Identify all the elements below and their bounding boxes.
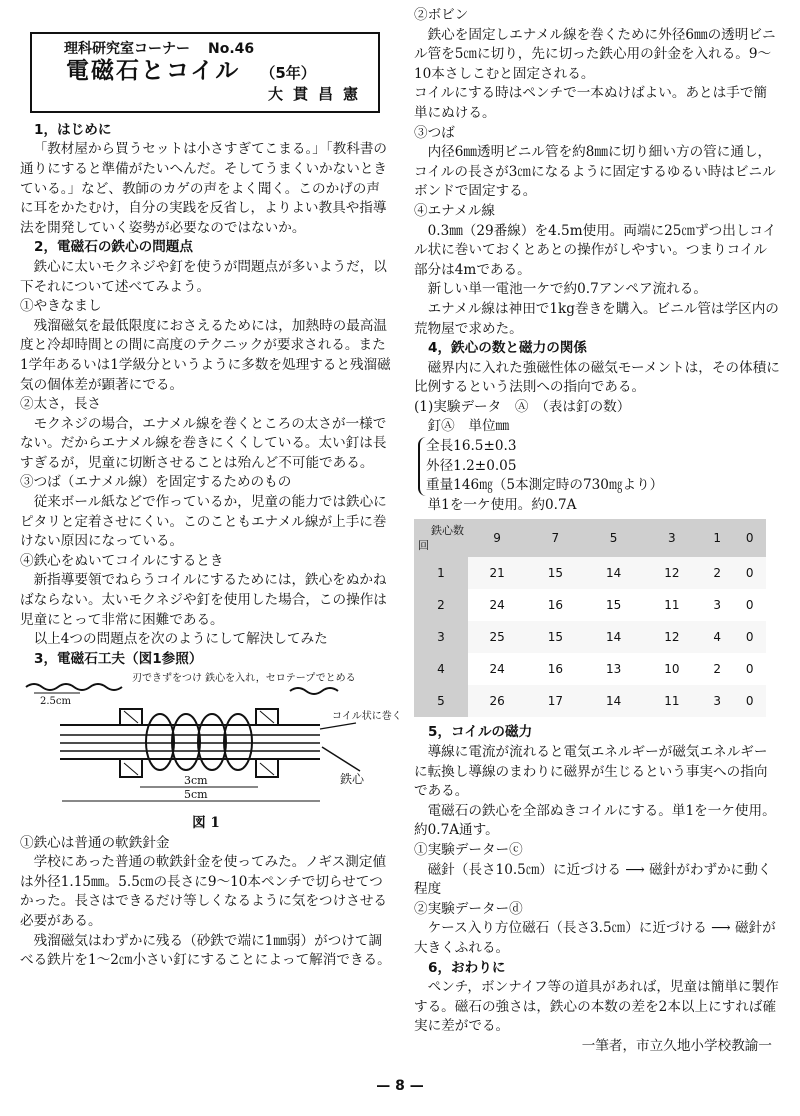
- core-arrow: [322, 747, 360, 771]
- row-label: 4: [414, 653, 468, 685]
- table-row: [414, 621, 766, 653]
- col-header: 5: [585, 519, 643, 557]
- table-cell: 4: [701, 621, 733, 653]
- nail-unit-label: 釘Ⓐ 単位㎜: [427, 418, 510, 435]
- item-annealing-text: 残溜磁気を最低限度におさえるためには，加熱時の最高温度と冷却時間との間に高度のテクニックが要求される。また1学年あるいは1学級分というように多数を処理すると残溜磁気の個体差が顕著にでる。: [20, 317, 391, 393]
- col-header: 0: [733, 519, 766, 557]
- table-cell: 0: [733, 621, 766, 653]
- core-wire-title: ①鉄心は普通の軟鉄針金: [20, 834, 170, 851]
- electromagnet-diagram: [20, 671, 402, 811]
- item-size-text: モクネジの場合，エナメル線を巻くところの太さが一様でない。だからエナメル線を巻きにくくしている。太い釘は長すぎるが，児童に切断させることは殆んど不可能である。: [20, 415, 387, 471]
- figure-caption: 図 1: [192, 815, 220, 831]
- fig-note-coil: コイル状に巻く: [332, 711, 402, 723]
- col-header: 7: [526, 519, 584, 557]
- bobbin-text: 鉄心を固定しエナメル線を巻くために外径6㎜の透明ビニル管を5㎝に切り，先に切った鉄心用の針金を入れる。9〜10本さしこむと固定される。: [414, 26, 776, 82]
- article-title: [66, 57, 368, 84]
- section-6-title: 6，おわりに: [428, 959, 506, 976]
- data-a-label: (1)実験データ Ⓐ （表は釘の数）: [414, 398, 631, 415]
- table-cell: 14: [585, 685, 643, 717]
- flange-title: ③つば: [414, 124, 455, 141]
- table-cell: 2: [713, 661, 722, 676]
- table-row: [414, 557, 766, 589]
- right-column: [414, 6, 780, 1057]
- item-annealing-title: ①やきなまし: [20, 298, 102, 315]
- enamel-wire-title: ④エナメル線: [414, 202, 496, 219]
- section-5-text-2: 電磁石の鉄心を全部ぬきコイルにする。単1を一ケ使用。約0.7A通す。: [414, 802, 776, 839]
- table-cell: 0: [745, 597, 754, 612]
- fig-note-core: 鉄心: [340, 772, 365, 787]
- table-cell: 0: [733, 557, 766, 589]
- col-header: 9: [468, 519, 526, 557]
- table-row: [414, 589, 766, 621]
- bobbin-title: ②ボビン: [414, 7, 469, 23]
- nail-specs: [418, 437, 780, 496]
- table-cell: 15: [526, 557, 584, 589]
- table-cell: 3: [713, 597, 722, 612]
- table-cell: 16: [547, 661, 564, 676]
- table-cell: 15: [605, 597, 622, 612]
- table-cell: 12: [643, 557, 701, 589]
- coil-arrow: [320, 723, 356, 729]
- item-remove-core-text: 新指導要領でねらうコイルにするためには，鉄心をぬかねばならない。太いモクネジや釘を使用した場合，この操作は児童にとって非常に困難である。: [20, 572, 387, 628]
- table-cell: 12: [643, 621, 701, 653]
- enamel-wire-text: 0.3㎜（29番線）を4.5m使用。両端に25㎝ずつ出しコイル状に巻いておくとあとの操作がしやすい。つまりコイル部分は4mである。: [414, 222, 777, 278]
- section-4-title: 4，鉄心の数と磁力の関係: [428, 340, 587, 357]
- table-cell: 3: [701, 685, 733, 717]
- figure-1: [20, 671, 402, 833]
- table-cell: 11: [664, 597, 680, 612]
- table-cell: 0: [745, 661, 754, 676]
- left-column: [20, 30, 402, 971]
- coil-loop-4: [224, 714, 252, 770]
- table-row: [414, 685, 766, 717]
- spec-length: 全長16.5±0.3: [426, 438, 517, 455]
- coil-loop-3: [198, 714, 226, 770]
- section-1-text: 「教材屋から買うセットは小さすぎてこまる。」「教科書の通りにすると準備がたいへんだ。そしてうまくいかないときている。」など、教師のカゲの声をよく聞く。このかげの声に耳をかたむけ，自分の実践を反省し，よりよい教具や指導法を開発していく姿勢が必要なのではないか。: [20, 141, 388, 236]
- core-wire-text-2: 残溜磁気はわずかに残る（砂鉄で端に1㎜弱）がつけて調べる鉄片を1〜2㎝小さい釘にすることによって解消できる。: [20, 932, 391, 969]
- table-row: [414, 653, 766, 685]
- author-name: 大貫昌憲: [267, 85, 368, 104]
- table-cell: 21: [468, 557, 526, 589]
- row-label: 1: [414, 557, 468, 589]
- table-cell: 25: [468, 621, 526, 653]
- fig-dim-5cm: 5cm: [184, 788, 208, 802]
- series-label: 理科研究室コーナー: [64, 41, 190, 57]
- col-header: 3: [643, 519, 701, 557]
- col-header: 1: [701, 519, 733, 557]
- battery-note: 単1を一ケ使用。約0.7A: [427, 496, 577, 513]
- section-2-conclusion: 以上4つの問題点を次のようにして解決してみた: [33, 631, 328, 648]
- section-3-title: 3，電磁石工夫（図1参照）: [34, 650, 203, 667]
- section-5-title: 5，コイルの磁力: [428, 724, 533, 741]
- section-4-text: 磁界内に入れた強磁性体の磁気モーメントは，その体積に比例するという法則への指向である。: [414, 359, 780, 396]
- section-1-title: 1，はじめに: [34, 121, 112, 138]
- table-cell: 14: [585, 557, 643, 589]
- enamel-wire-current: 新しい単一電池一ケで約0.7アンペア流れる。: [427, 281, 707, 298]
- flange-right-bottom: [256, 759, 278, 777]
- section-6-text: ペンチ，ボンナイフ等の道具があれば，児童は簡単に製作する。磁石の強さは，鉄心の本数の差を2本以上にすれば確実に差がでる。: [414, 979, 779, 1035]
- data-c-text: 磁針（長さ10.5㎝）に近づける ⟶ 磁針がわずかに動く程度: [414, 861, 772, 898]
- table-cell: 13: [605, 661, 622, 676]
- data-d-text: ケース入り方位磁石（長さ3.5㎝）に近づける ⟶ 磁針が大きくふれる。: [414, 920, 776, 956]
- table-cell: 11: [643, 685, 701, 717]
- title-box: [30, 32, 380, 113]
- col-header-label: 鉄心数: [431, 524, 464, 538]
- item-size-title: ②太さ，長さ: [20, 396, 102, 413]
- table-cell: 2: [701, 557, 733, 589]
- core-wire-text: 学校にあった普通の軟鉄針金を使ってみた。ノギス測定値は外径1.15㎜。5.5㎝の長さに9〜10本ペンチで切らせてつかった。長さはできるだけ等しくなるように気をつけさせる必要がある。: [20, 854, 388, 929]
- spec-diameter: 外径1.2±0.05: [426, 457, 517, 474]
- data-d-title: ②実験データーⓓ: [414, 900, 523, 917]
- author-signature: 一筆者，市立久地小学校教諭一: [581, 1037, 772, 1054]
- row-label: 3: [414, 621, 468, 653]
- table-cell: 16: [547, 597, 564, 612]
- item-flange-title: ③つば（エナメル線）を固定するためのもの: [20, 474, 292, 491]
- spec-weight: 重量146㎎（5本測定時の730㎎より）: [426, 477, 664, 494]
- section-5-text: 導線に電流が流れると電気エネルギーが磁気エネルギーに転換し導線のまわりに磁界が生じるという事実への指向である。: [414, 744, 768, 800]
- item-flange-text: 従来ボール紙などで作っているか，児童の能力では鉄心にピタリと定着させにくい。このこともエナメル線が上手に巻けない原因になっている。: [20, 494, 387, 550]
- flange-left-bottom: [120, 759, 142, 777]
- item-remove-core-title: ④鉄心をぬいてコイルにするとき: [20, 552, 224, 569]
- table-cell: 0: [733, 685, 766, 717]
- table-cell: 14: [585, 621, 643, 653]
- fig-dim-3cm: 3cm: [184, 774, 208, 788]
- section-2-title: 2，電磁石の鉄心の問題点: [34, 239, 193, 256]
- fig-dim-lead: 2.5cm: [40, 696, 71, 708]
- grade-label: （5年）: [260, 63, 316, 82]
- fig-note-cut: 刃できずをつけ 鉄心を入れ，セロテープでとめる: [132, 673, 356, 685]
- section-2-intro: 鉄心に太いモクネジや釘を使うが問題点が多いようだ，以下それについて述べてみよう。: [20, 258, 387, 295]
- coil-loop-2: [172, 714, 200, 770]
- coil-loop-1: [146, 714, 174, 770]
- enamel-wire-purchase: エナメル線は神田で1kg巻きを購入。ビニル管は学区内の荒物屋で求めた。: [414, 300, 779, 337]
- core-count-table: [414, 519, 766, 717]
- row-header-label: 回: [418, 538, 429, 552]
- series-number: No.46: [208, 41, 255, 57]
- flange-text: 内径6㎜透明ビニル管を約8㎜に切り細い方の管に通し，コイルの長さが3㎝になるように固定するゆるい時はビニルボンドで固定する。: [414, 144, 776, 200]
- table-corner: [414, 519, 468, 557]
- lead-wire-right: [290, 688, 338, 694]
- table-cell: 17: [526, 685, 584, 717]
- table-cell: 26: [468, 685, 526, 717]
- row-label: 2: [414, 589, 468, 621]
- table-cell: 15: [526, 621, 584, 653]
- lead-wire-left: [26, 684, 122, 690]
- page-number: — 8 —: [376, 1078, 424, 1094]
- title-text: 電磁石とコイル: [66, 57, 241, 84]
- data-c-title: ①実験データーⓒ: [414, 842, 523, 858]
- row-label: 5: [414, 685, 468, 717]
- table-cell: 10: [664, 661, 680, 676]
- bobbin-text-2: コイルにする時はペンチで一本ぬけばよい。あとは手で簡単にぬける。: [414, 85, 768, 121]
- table-header-row: [414, 519, 766, 557]
- table-cell: 24: [489, 597, 505, 612]
- table-cell: 24: [489, 661, 505, 676]
